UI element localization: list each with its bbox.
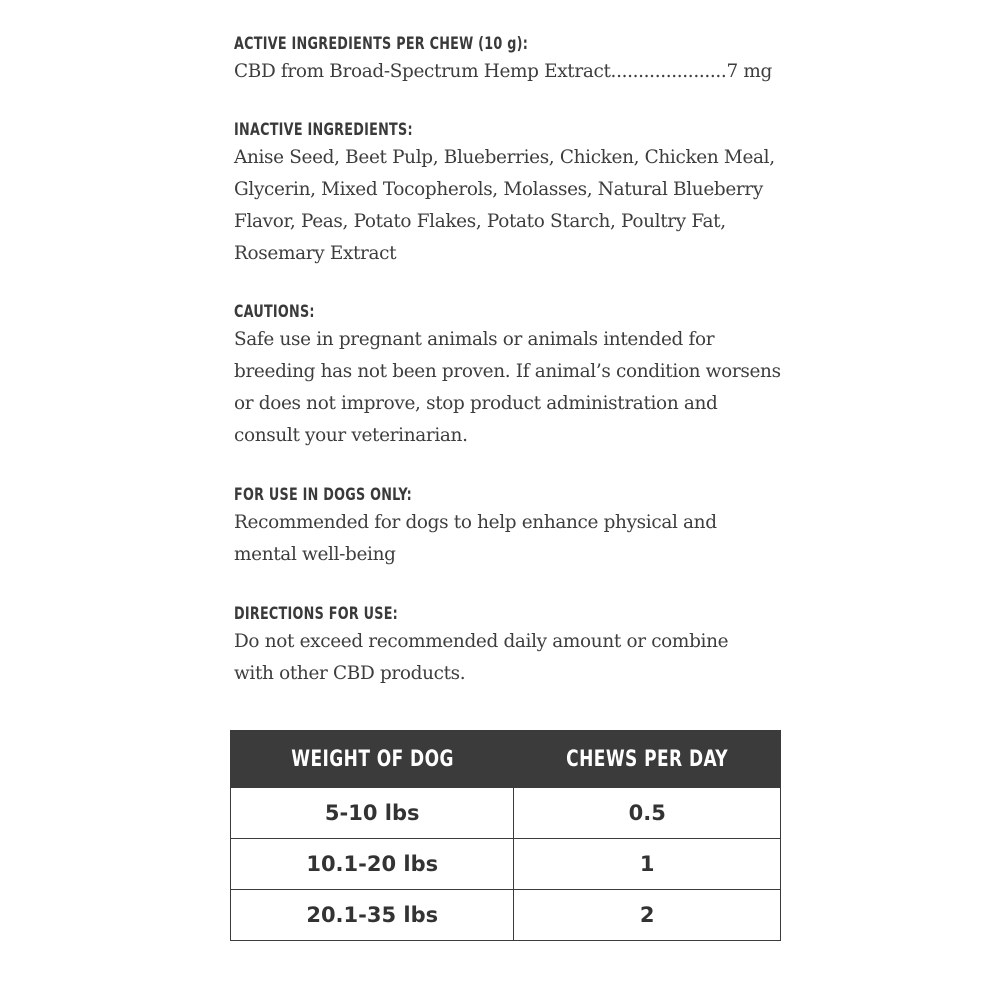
dosage-table bbox=[230, 730, 781, 941]
cautions-line: or does not improve, stop product administration and bbox=[234, 392, 718, 414]
dogs-only-text bbox=[234, 506, 717, 570]
cautions-text bbox=[234, 323, 781, 451]
directions-section bbox=[234, 603, 743, 689]
inactive-ingredients-section bbox=[234, 119, 791, 269]
table-row bbox=[231, 890, 781, 941]
weight-cell: 10.1-20 lbs bbox=[231, 839, 514, 890]
dogs-only-section bbox=[234, 484, 732, 570]
cautions-line: breeding has not been proven. If animal’s condition worsens bbox=[234, 360, 781, 382]
dosage-table-header-row bbox=[231, 731, 781, 788]
chews-column-header-label: CHEWS PER DAY bbox=[566, 746, 729, 772]
cautions-section bbox=[234, 301, 798, 451]
weight-column-header bbox=[231, 731, 514, 788]
table-row bbox=[231, 839, 781, 890]
active-ingredients-section bbox=[234, 33, 789, 87]
weight-cell: 20.1-35 lbs bbox=[231, 890, 514, 941]
dogs-only-line: mental well-being bbox=[234, 543, 396, 565]
directions-line: with other CBD products. bbox=[234, 662, 466, 684]
inactive-ingredients-line: Rosemary Extract bbox=[234, 242, 397, 264]
dogs-only-line: Recommended for dogs to help enhance physical and bbox=[234, 511, 717, 533]
chews-cell: 2 bbox=[514, 890, 781, 941]
chews-column-header bbox=[514, 731, 781, 788]
cautions-line: Safe use in pregnant animals or animals intended for bbox=[234, 328, 715, 350]
directions-line: Do not exceed recommended daily amount or combine bbox=[234, 630, 729, 652]
inactive-ingredients-line: Flavor, Peas, Potato Flakes, Potato Starch, Poultry Fat, bbox=[234, 210, 726, 232]
weight-column-header-label: WEIGHT OF DOG bbox=[290, 746, 454, 772]
inactive-ingredients-heading: INACTIVE INGREDIENTS: bbox=[234, 120, 413, 139]
active-ingredients-line: CBD from Broad-Spectrum Hemp Extract.....................7 mg bbox=[234, 60, 772, 82]
chews-cell: 0.5 bbox=[514, 788, 781, 839]
inactive-ingredients-line: Anise Seed, Beet Pulp, Blueberries, Chicken, Chicken Meal, bbox=[234, 146, 775, 168]
directions-heading: DIRECTIONS FOR USE: bbox=[234, 604, 399, 623]
active-ingredients-text bbox=[234, 55, 772, 87]
table-row bbox=[231, 788, 781, 839]
cautions-heading: CAUTIONS: bbox=[234, 302, 315, 321]
inactive-ingredients-line: Glycerin, Mixed Tocopherols, Molasses, Natural Blueberry bbox=[234, 178, 763, 200]
active-ingredients-heading: ACTIVE INGREDIENTS PER CHEW (10 g): bbox=[234, 34, 529, 53]
cautions-line: consult your veterinarian. bbox=[234, 424, 468, 446]
weight-cell: 5-10 lbs bbox=[231, 788, 514, 839]
inactive-ingredients-text bbox=[234, 141, 775, 269]
dogs-only-heading: FOR USE IN DOGS ONLY: bbox=[234, 485, 413, 504]
chews-cell: 1 bbox=[514, 839, 781, 890]
directions-text bbox=[234, 625, 728, 689]
